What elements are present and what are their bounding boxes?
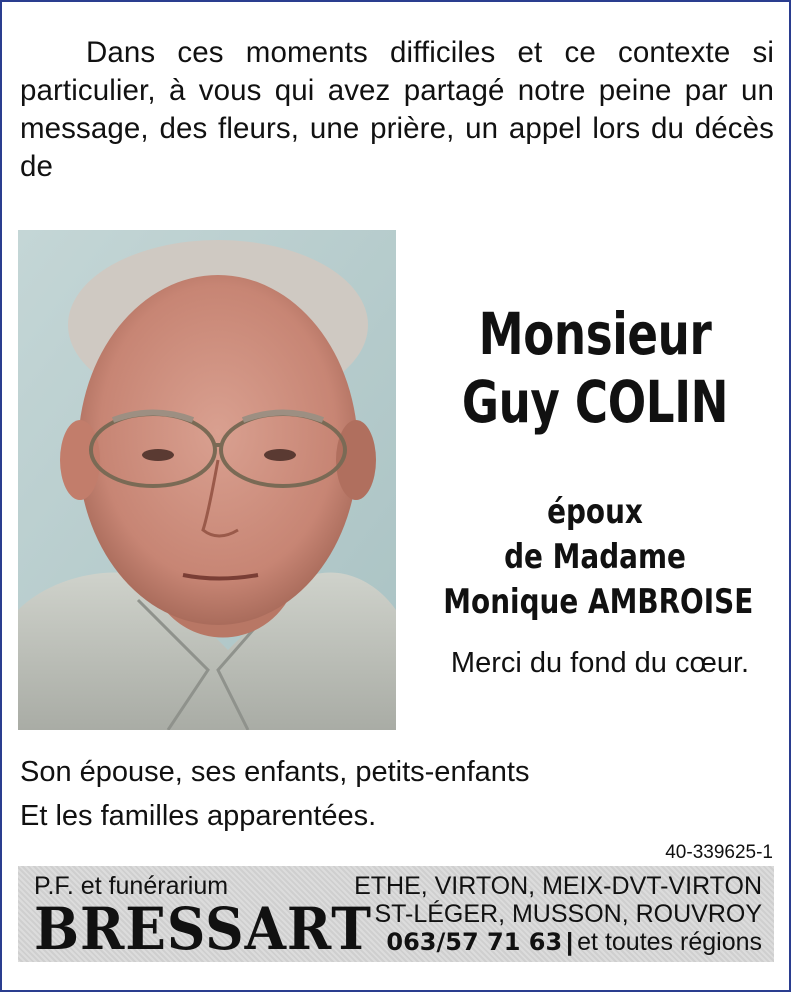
deceased-honorific: Monsieur: [478, 300, 712, 368]
funeral-home-subtitle: P.F. et funérarium: [34, 872, 229, 900]
phone-number: 063/57 71 63: [386, 928, 563, 956]
family-signature: [20, 750, 529, 838]
funeral-home-banner: [18, 866, 774, 962]
portrait-illustration: [18, 230, 396, 730]
locations-line-2: ST-LÉGER, MUSSON, ROUVROY: [374, 900, 762, 928]
regions-text: et toutes régions: [577, 928, 762, 956]
thanks-message: Merci du fond du cœur.: [450, 647, 750, 679]
spouse-line-2: de Madame: [504, 537, 686, 577]
locations-line-1: ETHE, VIRTON, MEIX-DVT-VIRTON: [354, 872, 762, 900]
spouse-line-1: époux: [547, 492, 643, 532]
contact-separator: |: [566, 928, 574, 956]
portrait-photo: [18, 230, 396, 730]
funeral-home-identity: [34, 872, 401, 963]
spouse-block: [410, 490, 780, 625]
intro-text: Dans ces moments difficiles et ce contexte si particulier, à vous qui avez partagé notre peine par un message, des fleurs, une prière, un appel lors du décès de: [20, 36, 774, 183]
reference-number: 40-339625-1: [665, 842, 773, 863]
spouse-line-3: Monique AMBROISE: [443, 582, 754, 622]
deceased-name: Guy COLIN: [461, 368, 729, 436]
family-line-2: Et les familles apparentées.: [20, 800, 377, 832]
funeral-home-brand: BRESSART: [34, 895, 372, 963]
contact-line: [354, 928, 762, 956]
funeral-home-contact: [354, 872, 762, 956]
deceased-name-block: [410, 300, 780, 436]
family-line-1: Son épouse, ses enfants, petits-enfants: [20, 756, 530, 788]
